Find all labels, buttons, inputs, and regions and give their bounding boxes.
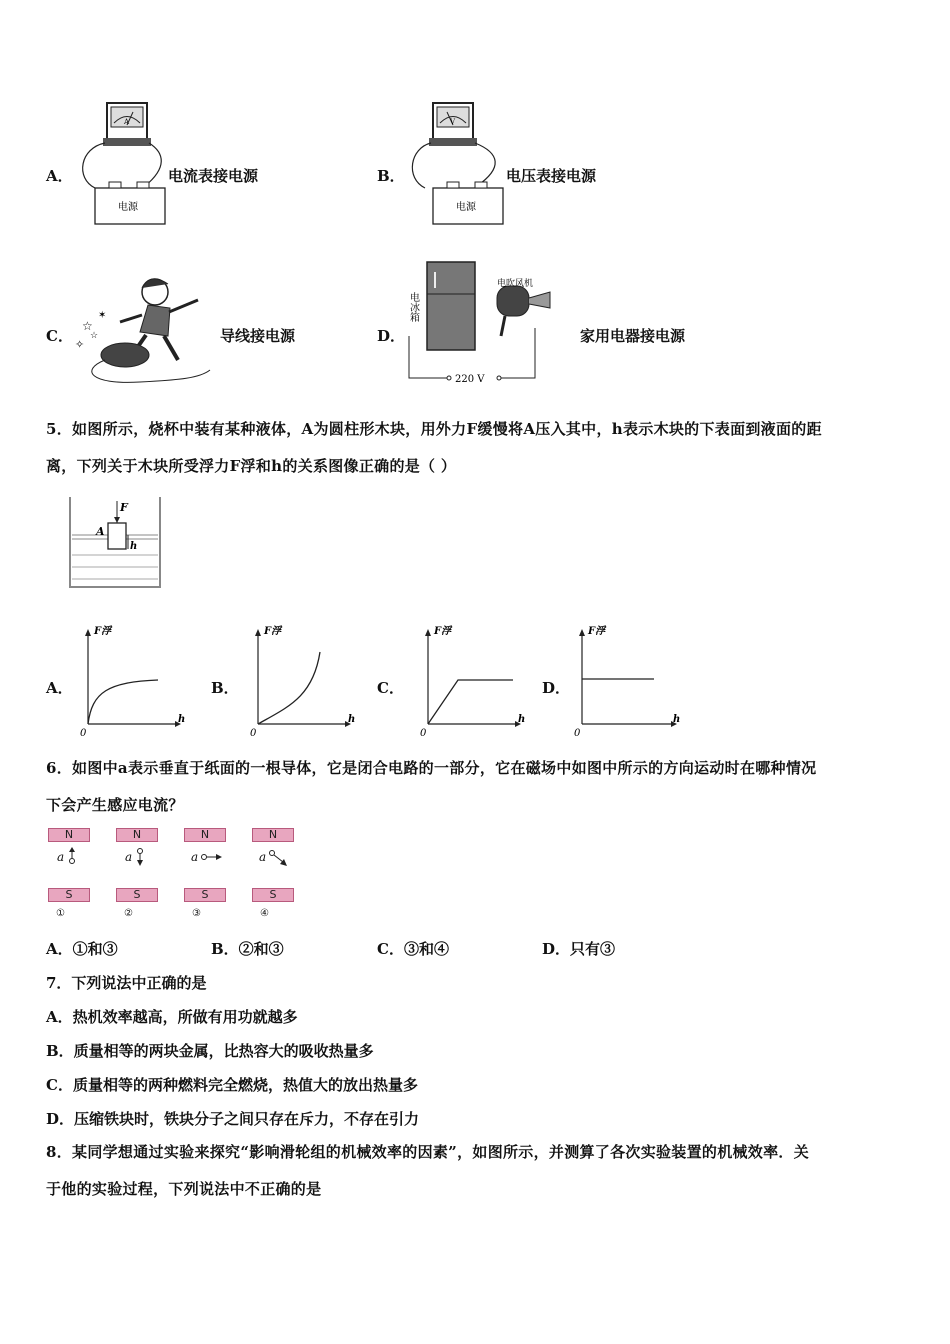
q5-option-c-letter: C． [377, 679, 404, 697]
q5-option-d-letter: D． [542, 679, 571, 697]
q4-option-a-letter: A． [46, 167, 73, 185]
battery-label: 电源 [456, 202, 476, 213]
origin-label: 0 [80, 728, 87, 739]
magnet-marker: ② [124, 908, 133, 919]
magnet-north: N [116, 828, 158, 842]
magnet-south: S [48, 888, 90, 902]
q4-option-a-caption: 电流表接电源 [168, 167, 259, 185]
svg-text:V: V [450, 118, 456, 126]
y-axis-label: F浮 [94, 626, 112, 637]
q7-option-a[interactable]: A．热机效率越高，所做有用功就越多 [46, 1008, 298, 1026]
x-axis-label: h [178, 714, 186, 725]
conductor-label: a [57, 850, 65, 864]
graph-b-svg [248, 622, 358, 740]
arrow-right-icon [200, 851, 224, 863]
fridge-fan-circuit-diagram [405, 258, 555, 388]
force-label: F [120, 501, 128, 514]
conductor-label: a [191, 850, 199, 864]
graph-c-svg [418, 622, 528, 740]
q7-option-b[interactable]: B．质量相等的两块金属，比热容大的吸收热量多 [46, 1042, 374, 1060]
x-axis-label: h [673, 714, 681, 725]
q6-option-a[interactable]: A．①和③ [46, 940, 118, 958]
q7-stem: 7．下列说法中正确的是 [46, 974, 207, 992]
depth-label: h [130, 541, 138, 552]
magnet-south: S [116, 888, 158, 902]
q5-option-b-letter: B． [211, 679, 239, 697]
svg-text:☆: ☆ [82, 319, 93, 333]
voltage-label: 220 V [455, 374, 485, 385]
q7-option-c[interactable]: C．质量相等的两种燃料完全燃烧，热值大的放出热量多 [46, 1076, 418, 1094]
x-axis-label: h [348, 714, 356, 725]
magnet-marker: ③ [192, 908, 201, 919]
q4-option-d-letter: D． [377, 327, 406, 345]
origin-label: 0 [420, 728, 427, 739]
x-axis-label: h [518, 714, 526, 725]
q4-option-b-letter: B． [377, 167, 405, 185]
q6-stem-line2: 下会产生感应电流？ [46, 796, 184, 814]
block-label: A [96, 525, 105, 538]
origin-label: 0 [250, 728, 257, 739]
q5-option-a-letter: A． [46, 679, 73, 697]
y-axis-label: F浮 [434, 626, 452, 637]
conductor-label: a [259, 850, 267, 864]
magnet-north: N [252, 828, 294, 842]
q5-stem-line1: 5．如图所示，烧杯中装有某种液体，A为圆柱形木块，用外力F缓慢将A压入其中，h表示木块的下表面到液面的距 [46, 420, 822, 438]
ammeter-battery-diagram [75, 98, 170, 228]
q6-option-b[interactable]: B．②和③ [211, 940, 284, 958]
voltmeter-battery-diagram [405, 98, 505, 228]
svg-text:☆: ☆ [90, 331, 99, 341]
magnet-north: N [48, 828, 90, 842]
magnet-north: N [184, 828, 226, 842]
q8-stem-line1: 8．某同学想通过实验来探究“影响滑轮组的机械效率的因素”，如图所示，并测算了各次实验装置的机械效率．关 [46, 1143, 809, 1161]
q4-option-b-caption: 电压表接电源 [506, 167, 597, 185]
q4-option-c-letter: C． [46, 327, 73, 345]
q8-stem-line2: 于他的实验过程，下列说法中不正确的是 [46, 1180, 322, 1198]
svg-text:A: A [124, 118, 130, 126]
beaker-block-diagram [68, 495, 163, 590]
graph-d-svg [572, 622, 687, 740]
svg-text:✶: ✶ [98, 310, 107, 321]
battery-label: 电源 [118, 202, 138, 213]
q6-option-c[interactable]: C．③和④ [377, 940, 449, 958]
fan-label: 电吹风机 [497, 279, 534, 289]
short-circuit-person-diagram [70, 270, 215, 388]
arrow-down-right-icon [268, 848, 290, 868]
origin-label: 0 [574, 728, 581, 739]
magnet-marker: ④ [260, 908, 269, 919]
y-axis-label: F浮 [264, 626, 282, 637]
q6-stem-line1: 6．如图中a表示垂直于纸面的一根导体，它是闭合电路的一部分，它在磁场中如图中所示的方向运动时在哪种情况 [46, 759, 817, 777]
q7-option-d[interactable]: D．压缩铁块时，铁块分子之间只存在斥力，不存在引力 [46, 1110, 420, 1128]
fridge-label: 电冰箱 [407, 292, 419, 322]
magnet-south: S [252, 888, 294, 902]
q5-stem [46, 411, 926, 485]
q4-option-c-caption: 导线接电源 [220, 327, 296, 345]
q8-stem [46, 1134, 926, 1208]
q6-stem [46, 750, 926, 824]
q4-option-d-caption: 家用电器接电源 [580, 327, 686, 345]
y-axis-label: F浮 [588, 626, 606, 637]
magnet-south: S [184, 888, 226, 902]
arrow-down-icon [134, 846, 146, 868]
graph-a-svg [78, 622, 188, 740]
svg-text:✧: ✧ [75, 338, 85, 351]
magnet-marker: ① [56, 908, 65, 919]
q6-option-d[interactable]: D．只有③ [542, 940, 616, 958]
q5-stem-line2: 离，下列关于木块所受浮力F浮和h的关系图像正确的是（ ） [46, 457, 457, 475]
conductor-label: a [125, 850, 133, 864]
arrow-up-icon [66, 846, 78, 866]
